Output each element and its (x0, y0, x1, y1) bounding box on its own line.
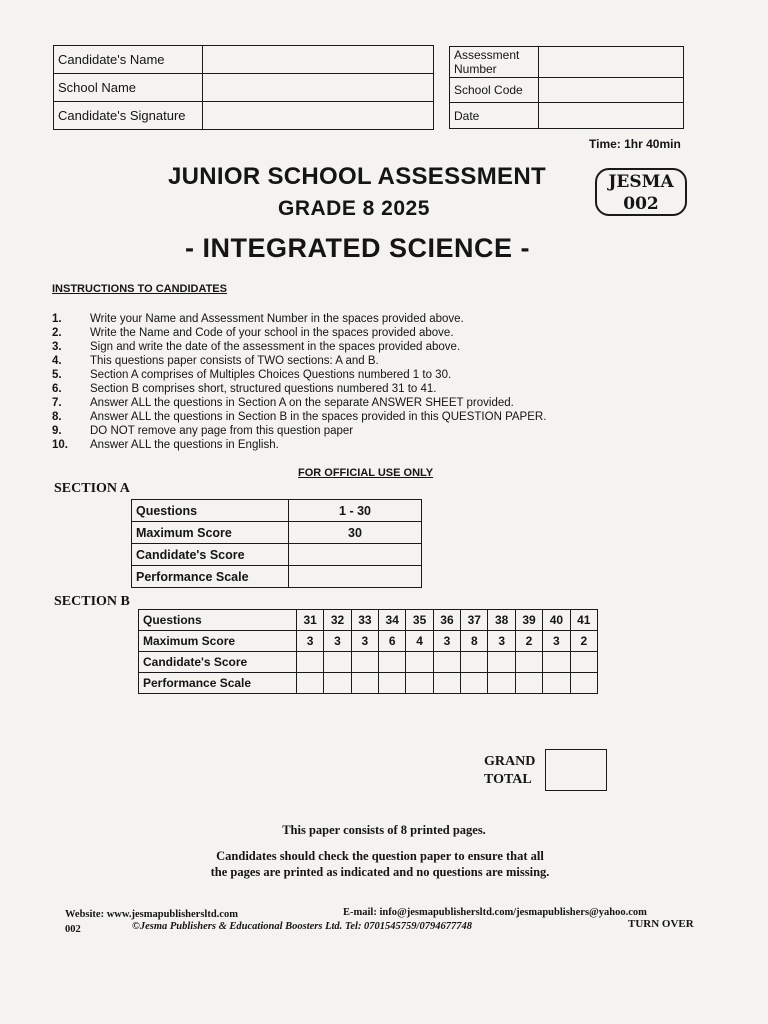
school-code-row (450, 78, 684, 103)
grand-total-line1: GRAND (484, 754, 536, 769)
assessment-number-label: Assessment Number (450, 47, 539, 78)
question-number-cell: 40 (543, 610, 570, 631)
instruction-text: Section B comprises short, structured questions numbered 31 to 41. (90, 383, 437, 395)
row-label: Performance Scale (132, 566, 289, 588)
performance-scale-cell[interactable] (433, 673, 460, 694)
grand-total-box[interactable] (545, 749, 607, 791)
row-label: Candidate's Score (132, 544, 289, 566)
candidate-score-cell[interactable] (406, 652, 433, 673)
table-row (132, 522, 422, 544)
instruction-number: 10. (52, 439, 68, 451)
school-name-row (54, 74, 434, 102)
row-value: 30 (289, 522, 422, 544)
table-row (132, 500, 422, 522)
footer-copyright: ©Jesma Publishers & Educational Boosters Ltd. Tel: 0701545759/0794677748 (132, 921, 472, 932)
date-label: Date (450, 103, 539, 129)
performance-scale-cell[interactable] (488, 673, 515, 694)
performance-scale-cell[interactable] (351, 673, 378, 694)
official-use-heading: FOR OFFICIAL USE ONLY (298, 467, 434, 479)
max-score-cell: 6 (379, 631, 406, 652)
grade-year: GRADE 8 2025 (278, 197, 430, 220)
badge-code: 002 (623, 194, 659, 214)
school-name-label: School Name (54, 74, 203, 102)
candidate-signature-field[interactable] (203, 102, 434, 130)
footer-email: E-mail: info@jesmapublishersltd.com/jesmapublishers@yahoo.com (343, 907, 647, 918)
candidate-score-cell[interactable] (324, 652, 351, 673)
candidate-signature-label: Candidate's Signature (54, 102, 203, 130)
row-label: Maximum Score (132, 522, 289, 544)
performance-scale-cell[interactable] (570, 673, 597, 694)
check-note-line2: the pages are printed as indicated and no questions are missing. (210, 865, 550, 879)
candidate-score-cell[interactable] (379, 652, 406, 673)
exam-time: Time: 1hr 40min (589, 137, 681, 151)
instruction-number: 5. (52, 369, 62, 381)
candidate-score-cell[interactable] (570, 652, 597, 673)
instruction-text: Write the Name and Code of your school in the spaces provided above. (90, 327, 454, 339)
instruction-item (52, 340, 672, 354)
instruction-item (52, 382, 672, 396)
instruction-item (52, 410, 672, 424)
instruction-number: 3. (52, 341, 62, 353)
instruction-text: Section A comprises of Multiples Choices Questions numbered 1 to 30. (90, 369, 452, 381)
instruction-item (52, 326, 672, 340)
assessment-number-row (450, 47, 684, 78)
performance-scale-row (139, 673, 598, 694)
date-field[interactable] (539, 103, 684, 129)
section-b-title: SECTION B (54, 594, 130, 609)
footer-website: Website: www.jesmapublishersltd.com (65, 909, 238, 920)
row-label: Questions (139, 610, 297, 631)
instruction-number: 9. (52, 425, 62, 437)
question-number-cell: 38 (488, 610, 515, 631)
instruction-item (52, 438, 672, 452)
performance-scale-cell[interactable] (515, 673, 542, 694)
assessment-title: JUNIOR SCHOOL ASSESSMENT (168, 163, 546, 190)
instruction-text: Sign and write the date of the assessment in the spaces provided above. (90, 341, 461, 353)
max-score-cell: 8 (461, 631, 488, 652)
instruction-text: DO NOT remove any page from this question paper (90, 425, 354, 437)
section-a-score-table (131, 499, 422, 588)
candidate-score-field[interactable] (289, 544, 422, 566)
row-label: Candidate's Score (139, 652, 297, 673)
date-row (450, 103, 684, 129)
table-row (132, 544, 422, 566)
question-number-cell: 37 (461, 610, 488, 631)
question-number-cell: 36 (433, 610, 460, 631)
instruction-number: 6. (52, 383, 62, 395)
maximum-score-row (139, 631, 598, 652)
instruction-item (52, 354, 672, 368)
row-label: Maximum Score (139, 631, 297, 652)
questions-row (139, 610, 598, 631)
candidate-score-cell[interactable] (433, 652, 460, 673)
instruction-text: Answer ALL the questions in Section A on the separate ANSWER SHEET provided. (90, 397, 514, 409)
instruction-text: Answer ALL the questions in Section B in the spaces provided in this QUESTION PAPER. (90, 411, 547, 423)
instruction-text: This questions paper consists of TWO sections: A and B. (90, 355, 379, 367)
candidate-score-cell[interactable] (488, 652, 515, 673)
section-a-title: SECTION A (54, 481, 130, 496)
instruction-number: 8. (52, 411, 62, 423)
performance-scale-cell[interactable] (461, 673, 488, 694)
max-score-cell: 4 (406, 631, 433, 652)
max-score-cell: 2 (515, 631, 542, 652)
performance-scale-cell[interactable] (324, 673, 351, 694)
max-score-cell: 3 (433, 631, 460, 652)
performance-scale-cell[interactable] (543, 673, 570, 694)
max-score-cell: 3 (543, 631, 570, 652)
question-number-cell: 31 (296, 610, 323, 631)
table-row (132, 566, 422, 588)
max-score-cell: 3 (324, 631, 351, 652)
candidate-score-cell[interactable] (351, 652, 378, 673)
candidate-signature-row (54, 102, 434, 130)
instruction-item (52, 368, 672, 382)
assessment-details-table (449, 46, 684, 129)
question-number-cell: 34 (379, 610, 406, 631)
instruction-number: 1. (52, 313, 62, 325)
instruction-text: Write your Name and Assessment Number in the spaces provided above. (90, 313, 464, 325)
school-name-field[interactable] (203, 74, 434, 102)
max-score-cell: 3 (488, 631, 515, 652)
row-value: 1 - 30 (289, 500, 422, 522)
candidate-score-cell[interactable] (296, 652, 323, 673)
pages-note: This paper consists of 8 printed pages. (282, 823, 486, 837)
instruction-item (52, 424, 672, 438)
question-number-cell: 35 (406, 610, 433, 631)
row-label: Questions (132, 500, 289, 522)
instruction-number: 2. (52, 327, 62, 339)
candidate-score-cell[interactable] (543, 652, 570, 673)
candidate-name-label: Candidate's Name (54, 46, 203, 74)
instruction-item (52, 396, 672, 410)
performance-scale-cell[interactable] (406, 673, 433, 694)
grand-total-line2: TOTAL (484, 772, 532, 787)
turn-over-label: TURN OVER (628, 918, 694, 930)
assessment-number-field[interactable] (539, 47, 684, 78)
max-score-cell: 3 (296, 631, 323, 652)
badge-publisher: JESMA (608, 172, 674, 192)
candidate-name-field[interactable] (203, 46, 434, 74)
candidate-details-table (53, 45, 434, 130)
candidate-score-cell[interactable] (461, 652, 488, 673)
instruction-item (52, 312, 672, 326)
subject-title: - INTEGRATED SCIENCE - (185, 233, 531, 263)
instruction-number: 7. (52, 397, 62, 409)
row-label: Performance Scale (139, 673, 297, 694)
instruction-number: 4. (52, 355, 62, 367)
school-code-field[interactable] (539, 78, 684, 103)
candidate-score-row (139, 652, 598, 673)
question-number-cell: 33 (351, 610, 378, 631)
max-score-cell: 3 (351, 631, 378, 652)
check-note-line1: Candidates should check the question paper to ensure that all (216, 849, 544, 863)
performance-scale-field[interactable] (289, 566, 422, 588)
grand-total-label (484, 753, 535, 789)
candidate-score-cell[interactable] (515, 652, 542, 673)
instructions-heading: INSTRUCTIONS TO CANDIDATES (52, 283, 227, 295)
paper-code-badge (595, 168, 687, 216)
check-note (0, 848, 760, 880)
performance-scale-cell[interactable] (379, 673, 406, 694)
instructions-list (52, 312, 672, 452)
question-number-cell: 39 (515, 610, 542, 631)
instruction-text: Answer ALL the questions in English. (90, 439, 279, 451)
section-b-score-table (138, 609, 598, 694)
question-number-cell: 32 (324, 610, 351, 631)
performance-scale-cell[interactable] (296, 673, 323, 694)
footer-paper-code: 002 (65, 924, 81, 935)
max-score-cell: 2 (570, 631, 597, 652)
school-code-label: School Code (450, 78, 539, 103)
candidate-name-row (54, 46, 434, 74)
question-number-cell: 41 (570, 610, 597, 631)
